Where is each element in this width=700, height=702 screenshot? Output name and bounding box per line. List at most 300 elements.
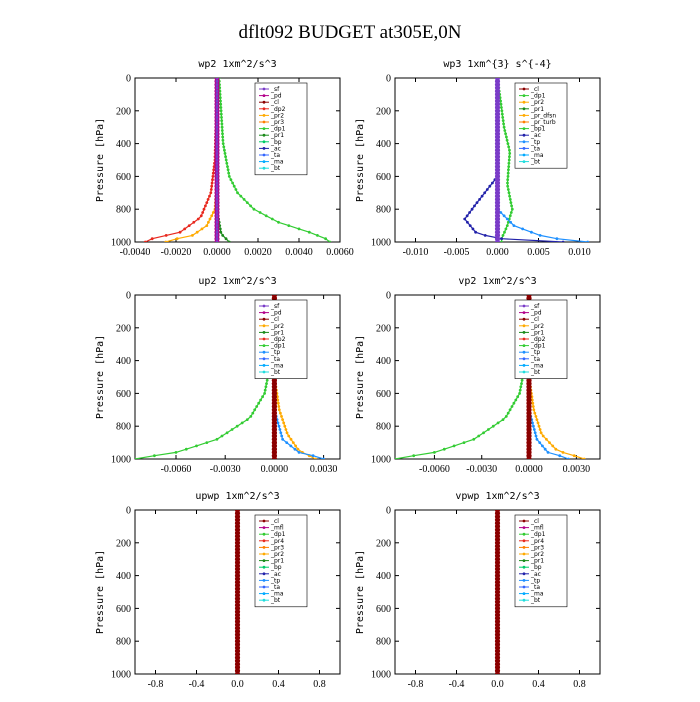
data-point: [216, 123, 219, 126]
legend-label: _pr2: [271, 322, 285, 330]
legend-marker: [263, 351, 266, 354]
data-point: [192, 221, 195, 224]
data-point: [506, 224, 509, 227]
legend-marker: [263, 533, 266, 536]
data-point: [241, 422, 244, 425]
data-point: [509, 408, 512, 411]
data-point: [224, 155, 227, 158]
legend-label: _pr1: [271, 132, 285, 140]
y-tick-label: 800: [376, 636, 391, 648]
legend-marker: [263, 364, 266, 367]
data-point: [495, 671, 500, 676]
data-point: [531, 402, 534, 405]
series-cl: [495, 507, 500, 676]
legend-label: _dp2: [531, 336, 546, 343]
data-point: [216, 208, 219, 211]
x-tick-label: 0.0030: [309, 464, 338, 475]
data-point: [225, 237, 228, 240]
y-tick-label: 600: [376, 171, 391, 183]
data-point: [492, 425, 495, 428]
legend-marker: [523, 338, 526, 341]
page-title: dflt092 BUDGET at305E,0N: [238, 22, 462, 43]
data-point: [246, 201, 249, 204]
data-point: [222, 142, 225, 145]
legend-marker: [523, 586, 526, 589]
data-point: [554, 448, 557, 451]
data-point: [216, 119, 219, 122]
data-point: [225, 162, 228, 165]
y-tick-label: 600: [116, 171, 131, 183]
data-point: [298, 451, 301, 454]
legend-marker: [523, 127, 526, 130]
y-tick-label: 600: [376, 388, 391, 400]
legend-label: _bt: [271, 597, 281, 605]
data-point: [530, 231, 533, 234]
data-point: [558, 454, 561, 457]
data-point: [188, 224, 191, 227]
data-point: [221, 435, 224, 438]
data-point: [308, 231, 311, 234]
legend-label: _ac: [271, 145, 281, 153]
y-tick-label: 800: [376, 421, 391, 433]
legend-marker: [523, 121, 526, 124]
data-point: [521, 228, 524, 231]
data-point: [263, 392, 266, 395]
legend-label: _pr1: [531, 557, 545, 565]
data-point: [265, 382, 268, 385]
data-point: [164, 241, 167, 244]
data-point: [507, 146, 510, 149]
series-dp1: [394, 294, 531, 461]
data-point: [185, 448, 188, 451]
y-tick-label: 600: [116, 603, 131, 615]
legend-marker: [263, 566, 266, 569]
legend-marker: [263, 140, 266, 143]
x-tick-label: -0.4: [448, 679, 465, 690]
legend-label: _tp: [271, 349, 281, 357]
data-point: [507, 172, 510, 175]
data-point: [221, 126, 224, 129]
legend-marker: [523, 134, 526, 137]
y-axis-label: Pressure [hPa]: [355, 334, 366, 420]
legend-marker: [263, 338, 266, 341]
x-tick-label: 0.0000: [260, 464, 289, 475]
data-point: [220, 106, 223, 109]
data-point: [216, 106, 219, 109]
data-point: [222, 139, 225, 142]
data-point: [221, 136, 224, 139]
data-point: [265, 214, 268, 217]
series-line: [395, 295, 529, 459]
legend-marker: [523, 318, 526, 321]
data-point: [216, 185, 219, 188]
data-point: [466, 221, 469, 224]
legend-marker: [263, 559, 266, 562]
y-tick-label: 1000: [111, 669, 131, 681]
y-tick-label: 1000: [371, 454, 391, 466]
data-point: [231, 428, 234, 431]
data-point: [328, 241, 331, 244]
chart-panel-wp2: [90, 55, 360, 270]
data-point: [226, 431, 229, 434]
data-point: [491, 182, 494, 185]
data-point: [216, 234, 219, 237]
data-point: [216, 211, 219, 214]
legend-label: _ma: [531, 362, 544, 370]
data-point: [210, 214, 213, 217]
legend-marker: [523, 101, 526, 104]
chart-svg-vp2: [350, 272, 620, 487]
data-point: [285, 428, 288, 431]
legend-marker: [263, 592, 266, 595]
legend-label: _cl: [271, 99, 279, 107]
data-point: [216, 109, 219, 112]
legend-marker: [263, 318, 266, 321]
data-point: [204, 205, 207, 208]
legend-marker: [263, 311, 266, 314]
data-point: [259, 399, 262, 402]
data-point: [509, 221, 512, 224]
x-tick-label: 0.0000: [203, 247, 231, 258]
data-point: [510, 201, 513, 204]
x-tick-label: 0.4: [272, 679, 285, 690]
data-point: [165, 234, 168, 237]
y-tick-label: 600: [376, 603, 391, 615]
y-tick-label: 0: [126, 505, 131, 517]
chart-panel-up2: [90, 272, 360, 487]
data-point: [544, 448, 547, 451]
y-axis-label: Pressure [hPa]: [95, 117, 106, 203]
data-point: [556, 237, 559, 240]
data-point: [285, 441, 288, 444]
data-point: [278, 425, 281, 428]
series-line: [166, 78, 217, 242]
data-point: [286, 431, 289, 434]
data-point: [453, 445, 456, 448]
data-point: [509, 198, 512, 201]
x-tick-label: 0.000: [486, 247, 509, 258]
x-tick-label: 0.010: [568, 247, 591, 258]
x-tick-label: -0.005: [443, 247, 470, 258]
data-point: [532, 425, 535, 428]
data-point: [533, 412, 536, 415]
data-point: [216, 188, 219, 191]
data-point: [281, 438, 284, 441]
legend-marker: [263, 586, 266, 589]
data-point: [210, 185, 213, 188]
data-point: [504, 132, 507, 135]
legend-marker: [523, 114, 526, 117]
data-point: [220, 116, 223, 119]
data-point: [506, 139, 509, 142]
legend-label: _bp: [271, 138, 282, 146]
data-point: [216, 77, 219, 80]
data-point: [228, 175, 231, 178]
data-point: [216, 126, 219, 129]
legend-label: _pr2: [531, 551, 545, 558]
chart-title: up2 1xm^2/s^3: [198, 276, 277, 287]
data-point: [216, 152, 219, 155]
legend-label: _bt: [531, 597, 541, 605]
data-point: [271, 218, 274, 221]
data-point: [539, 234, 542, 237]
y-tick-label: 1000: [111, 237, 131, 249]
data-point: [264, 389, 267, 392]
chart-title: wp3 1xm^{3} s^{-4}: [443, 59, 552, 70]
legend-marker: [523, 305, 526, 308]
data-point: [516, 395, 519, 398]
legend-marker: [523, 94, 526, 97]
legend-marker: [523, 546, 526, 549]
data-point: [197, 218, 200, 221]
data-point: [195, 445, 198, 448]
data-point: [175, 451, 178, 454]
data-point: [251, 412, 254, 415]
data-point: [216, 172, 219, 175]
data-point: [466, 214, 469, 217]
legend-marker: [523, 371, 526, 374]
legend-label: _ta: [271, 152, 281, 159]
data-point: [225, 159, 228, 162]
data-point: [533, 428, 536, 431]
data-point: [532, 405, 535, 408]
legend-marker: [263, 520, 266, 523]
legend-marker: [263, 127, 266, 130]
y-tick-label: 1000: [111, 454, 131, 466]
legend-marker: [523, 311, 526, 314]
legend-label: _cl: [271, 518, 279, 525]
data-point: [513, 402, 516, 405]
data-point: [502, 418, 505, 421]
legend-label: _pr2: [271, 551, 285, 558]
data-point: [220, 119, 223, 122]
x-tick-label: -0.0030: [466, 464, 498, 475]
x-tick-label: -0.8: [407, 679, 424, 690]
series-line: [145, 78, 217, 242]
legend-marker: [263, 539, 266, 542]
data-point: [257, 402, 260, 405]
legend-label: _mfl: [531, 524, 544, 532]
data-point: [243, 198, 246, 201]
x-tick-label: 0.0020: [244, 247, 272, 258]
data-point: [223, 149, 226, 152]
data-point: [501, 116, 504, 119]
data-point: [216, 175, 219, 178]
data-point: [261, 395, 264, 398]
data-point: [536, 418, 539, 421]
data-point: [216, 168, 219, 171]
legend-marker: [523, 331, 526, 334]
legend-label: _sf: [271, 86, 280, 93]
data-point: [294, 448, 297, 451]
data-point: [508, 162, 511, 165]
data-point: [526, 456, 531, 461]
legend-marker: [523, 599, 526, 602]
data-point: [586, 241, 589, 244]
data-point: [540, 431, 543, 434]
legend-marker: [263, 572, 266, 575]
data-point: [501, 109, 504, 112]
legend-marker: [523, 160, 526, 163]
y-axis-label: Pressure [hPa]: [355, 549, 366, 635]
data-point: [507, 142, 510, 145]
data-point: [219, 103, 222, 106]
legend-label: _pr4: [531, 537, 545, 545]
legend-marker: [523, 351, 526, 354]
x-tick-label: -0.0020: [160, 247, 192, 258]
data-point: [484, 234, 487, 237]
y-axis-label: Pressure [hPa]: [95, 549, 106, 635]
data-point: [216, 224, 219, 227]
legend-label: _bt: [271, 369, 281, 376]
data-point: [502, 123, 505, 126]
legend-marker: [263, 154, 266, 157]
data-point: [283, 425, 286, 428]
data-point: [216, 228, 219, 231]
data-point: [209, 191, 212, 194]
data-point: [265, 385, 268, 388]
data-point: [443, 448, 446, 451]
data-point: [183, 228, 186, 231]
y-tick-label: 400: [116, 356, 131, 368]
data-point: [212, 172, 215, 175]
legend-marker: [523, 572, 526, 575]
data-point: [562, 451, 565, 454]
data-point: [535, 415, 538, 418]
data-point: [472, 228, 475, 231]
y-axis-label: Pressure [hPa]: [355, 117, 366, 203]
data-point: [433, 451, 436, 454]
data-point: [259, 211, 262, 214]
data-point: [562, 241, 565, 244]
y-tick-label: 600: [116, 388, 131, 400]
data-point: [151, 237, 154, 240]
data-point: [216, 129, 219, 132]
y-tick-label: 1000: [371, 237, 391, 249]
data-point: [144, 241, 147, 244]
legend-label: _ma: [531, 152, 544, 159]
data-point: [282, 422, 285, 425]
data-point: [472, 438, 475, 441]
data-point: [500, 241, 503, 244]
data-point: [503, 214, 506, 217]
data-point: [289, 445, 292, 448]
legend-label: _pr1: [271, 329, 285, 337]
legend-marker: [263, 114, 266, 117]
data-point: [227, 172, 230, 175]
data-point: [216, 86, 219, 89]
legend-marker: [523, 364, 526, 367]
legend-marker: [263, 553, 266, 556]
data-point: [482, 431, 485, 434]
data-point: [468, 211, 471, 214]
data-point: [495, 239, 500, 244]
data-point: [505, 228, 508, 231]
x-tick-label: -0.8: [147, 679, 164, 690]
data-point: [287, 224, 290, 227]
data-point: [281, 418, 284, 421]
chart-panel-upwp: [90, 487, 360, 702]
data-point: [220, 109, 223, 112]
data-point: [280, 435, 283, 438]
data-point: [463, 441, 466, 444]
legend-label: _dp1: [271, 125, 286, 133]
data-point: [508, 191, 511, 194]
legend-marker: [523, 592, 526, 595]
chart-panel-vpwp: [350, 487, 620, 702]
y-tick-label: 400: [376, 571, 391, 583]
data-point: [179, 231, 182, 234]
legend-label: _sf: [271, 303, 280, 310]
data-point: [505, 415, 508, 418]
data-point: [235, 188, 238, 191]
data-point: [506, 178, 509, 181]
data-point: [506, 185, 509, 188]
legend-label: _bp1: [531, 125, 546, 133]
data-point: [511, 208, 514, 211]
legend-label: _bt: [531, 369, 541, 376]
legend-label: _dp1: [531, 342, 546, 350]
chart-title: vp2 1xm^2/s^3: [458, 276, 537, 287]
legend-label: _ma: [271, 158, 284, 166]
legend-marker: [523, 539, 526, 542]
legend-label: _cl: [531, 316, 539, 324]
data-point: [216, 146, 219, 149]
y-tick-label: 800: [116, 204, 131, 216]
x-tick-label: -0.0060: [160, 464, 192, 475]
chart-svg-wp3: [350, 55, 620, 270]
legend-label: _dp1: [531, 92, 546, 100]
series-dp2: [144, 77, 219, 244]
legend-label: _pr3: [271, 544, 285, 552]
data-point: [216, 136, 219, 139]
data-point: [573, 454, 576, 457]
data-point: [249, 415, 252, 418]
legend-label: _ta: [531, 355, 541, 363]
data-point: [481, 195, 484, 198]
data-point: [503, 231, 506, 234]
data-point: [221, 132, 224, 135]
data-point: [532, 408, 535, 411]
legend-marker: [523, 357, 526, 360]
series-pr3: [164, 77, 218, 244]
y-tick-label: 800: [376, 204, 391, 216]
data-point: [513, 224, 516, 227]
data-point: [176, 237, 179, 240]
legend-marker: [263, 324, 266, 327]
legend-marker: [263, 526, 266, 529]
data-point: [219, 231, 222, 234]
data-point: [255, 405, 258, 408]
data-point: [201, 228, 204, 231]
legend-marker: [523, 520, 526, 523]
data-point: [280, 415, 283, 418]
data-point: [510, 205, 513, 208]
data-point: [216, 214, 219, 217]
data-point: [216, 83, 219, 86]
data-point: [471, 208, 474, 211]
legend-marker: [263, 167, 266, 170]
legend-label: _ma: [271, 590, 284, 598]
data-point: [216, 178, 219, 181]
legend-label: _pr2: [531, 322, 545, 330]
data-point: [279, 412, 282, 415]
plot-frame: [135, 295, 340, 459]
legend-label: _tp: [531, 349, 541, 357]
data-point: [200, 214, 203, 217]
data-point: [316, 234, 319, 237]
data-point: [277, 221, 280, 224]
